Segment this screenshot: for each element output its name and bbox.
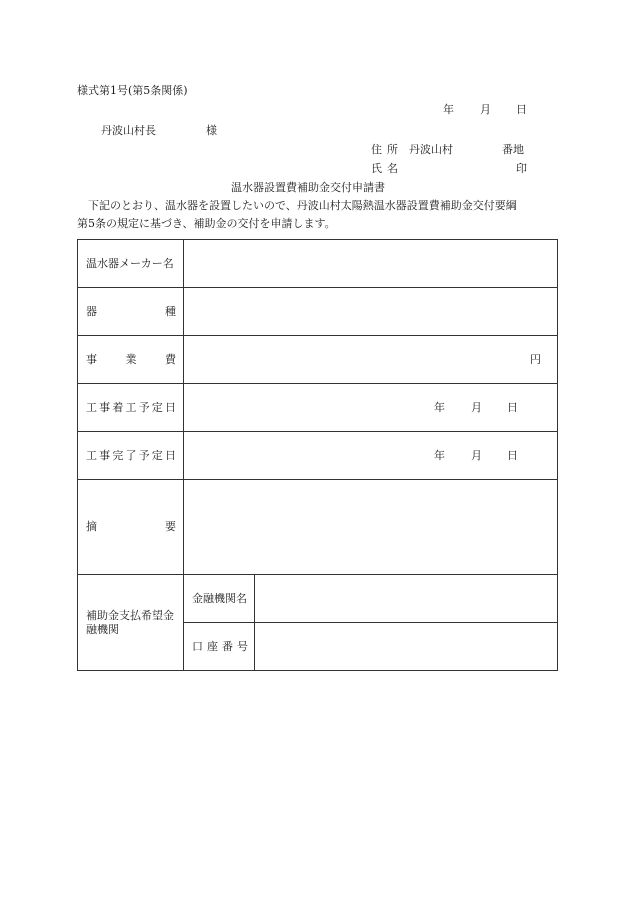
cost-label-char: 業 xyxy=(125,352,137,366)
model-label-char: 種 xyxy=(165,304,176,318)
maker-label-cell xyxy=(78,240,184,288)
honorific: 様 xyxy=(206,124,217,137)
bank-name-row xyxy=(78,575,558,623)
start-date-label-char: 日 xyxy=(164,400,176,414)
summary-value-field[interactable] xyxy=(184,480,558,575)
cost-label-char: 費 xyxy=(165,352,176,366)
end-date-label-char: 定 xyxy=(151,448,163,462)
summary-label-char: 摘 xyxy=(86,520,97,533)
start-year-label: 年 xyxy=(434,400,445,414)
account-label-char: 番 xyxy=(222,639,233,653)
account-label-char: 座 xyxy=(207,639,218,653)
cost-label-cell xyxy=(78,336,184,384)
end-date-label-cell xyxy=(78,432,184,480)
end-date-field[interactable] xyxy=(184,432,558,480)
cost-row xyxy=(78,336,558,384)
form-number: 様式第1号(第5条関係) xyxy=(77,84,188,97)
end-date-label-char: 日 xyxy=(164,448,176,462)
body-line-1: 下記のとおり、温水器を設置したいので、丹波山村太陽熱温水器設置費補助金交付要綱 xyxy=(88,199,517,212)
start-day-label: 日 xyxy=(507,400,518,414)
summary-label-char: 要 xyxy=(165,520,176,533)
name-label-1: 氏 xyxy=(371,162,382,175)
address-suffix: 番地 xyxy=(502,143,524,156)
address-label-2: 所 xyxy=(387,143,398,156)
maker-label: 温水器メーカー名 xyxy=(86,256,174,270)
start-date-label-char: 事 xyxy=(99,400,111,414)
date-day-label: 日 xyxy=(516,103,527,116)
bank-name-label-cell xyxy=(184,575,255,623)
start-date-row xyxy=(78,384,558,432)
bank-name-field[interactable] xyxy=(255,575,558,623)
model-row xyxy=(78,288,558,336)
seal-mark: 印 xyxy=(516,162,527,175)
account-label xyxy=(192,640,248,654)
account-label-char: 号 xyxy=(237,639,248,653)
account-label-cell xyxy=(184,623,255,671)
start-date-label-cell xyxy=(78,384,184,432)
summary-label-cell xyxy=(78,480,184,575)
start-date-label-char: 着 xyxy=(112,400,124,414)
start-date-label-char: 予 xyxy=(138,400,150,414)
addressee: 丹波山村長 xyxy=(101,124,156,137)
account-number-field[interactable] xyxy=(255,623,558,671)
application-form-table xyxy=(77,239,558,671)
model-label-char: 器 xyxy=(86,304,97,318)
start-month-label: 月 xyxy=(471,400,482,414)
address-village: 丹波山村 xyxy=(409,143,453,156)
start-date-label-char: 定 xyxy=(151,400,163,414)
model-label-cell xyxy=(78,288,184,336)
end-date-label-char: 工 xyxy=(86,448,97,462)
yen-unit: 円 xyxy=(530,352,541,366)
bank-label: 補助金支払希望金融機関 xyxy=(86,608,174,636)
body-line-2: 第5条の規定に基づき、補助金の交付を申請します。 xyxy=(77,217,336,230)
end-date-label-char: 了 xyxy=(125,448,137,462)
end-date-label xyxy=(86,449,176,463)
maker-row xyxy=(78,240,558,288)
end-day-label: 日 xyxy=(507,448,518,462)
start-date-label-char: 工 xyxy=(125,400,137,414)
end-month-label: 月 xyxy=(471,448,482,462)
end-date-row xyxy=(78,432,558,480)
bank-label-cell xyxy=(78,575,184,671)
date-month-label: 月 xyxy=(480,103,491,116)
date-year-label: 年 xyxy=(443,103,454,116)
summary-row xyxy=(78,480,558,575)
start-date-label xyxy=(86,401,176,415)
address-label-1: 住 xyxy=(371,143,382,156)
name-label-2: 名 xyxy=(387,162,398,175)
maker-value-field[interactable] xyxy=(184,240,558,288)
cost-value-field[interactable] xyxy=(184,336,558,384)
end-date-label-char: 予 xyxy=(138,448,150,462)
end-year-label: 年 xyxy=(434,448,445,462)
cost-label-char: 事 xyxy=(86,352,97,366)
start-date-field[interactable] xyxy=(184,384,558,432)
end-date-label-char: 完 xyxy=(112,448,124,462)
model-value-field[interactable] xyxy=(184,288,558,336)
account-label-char: 口 xyxy=(192,639,203,653)
bank-name-label: 金融機関名 xyxy=(192,591,247,605)
document-title: 温水器設置費補助金交付申請書 xyxy=(231,181,385,194)
start-date-label-char: 工 xyxy=(86,400,97,414)
end-date-label-char: 事 xyxy=(99,448,111,462)
